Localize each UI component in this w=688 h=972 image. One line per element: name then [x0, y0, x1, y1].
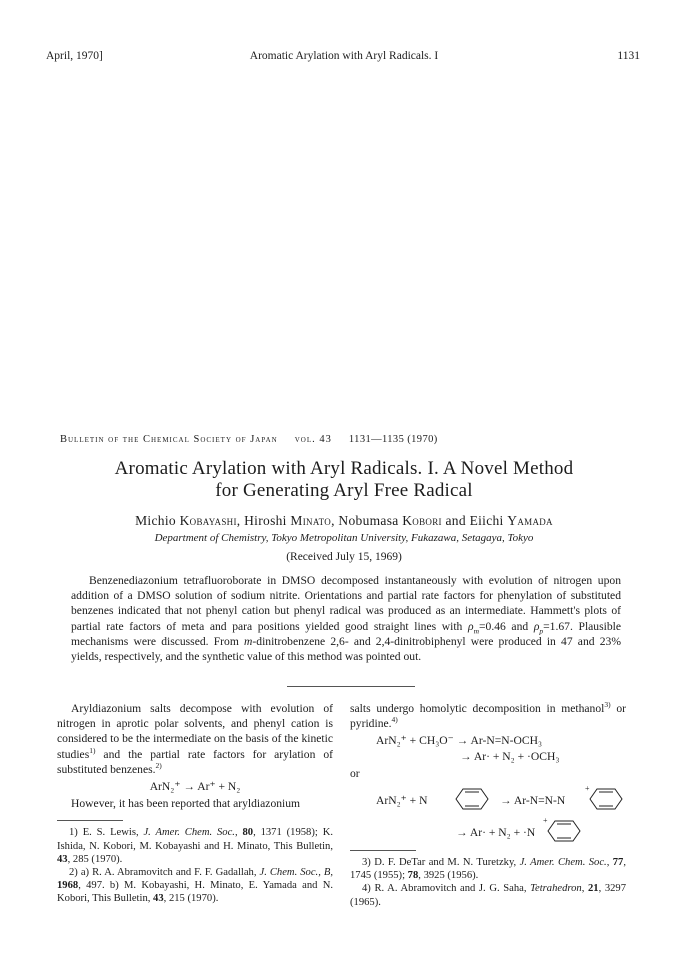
plus-charge: + — [543, 816, 548, 826]
running-header-date: April, 1970] — [46, 50, 103, 62]
abstract-text: Benzenediazonium tetrafluoroborate in DMSO decomposed instantaneously with evolution of nitrogen upon addition of a DMSO solution of sodium nitrite. Orientations and partial rate factors for phenylation of substituted benzenes indicated that not phenyl cation but phenyl radical was produced as an intermediate. Hammett's plots of partial rate factors of meta and para positions yielded good straight lines with — [71, 574, 621, 633]
or-connector: or — [350, 766, 360, 780]
footnote-rule — [57, 820, 123, 821]
section-divider — [287, 686, 415, 687]
footnote-1: 1) E. S. Lewis, J. Amer. Chem. Soc., 80, 1371 (1958); K. Ishida, N. Kobori, M. Kobayashi and H. Minato, This Bulletin, 43, 285 (1970). — [57, 827, 333, 865]
abstract-text: =0.46 and — [478, 619, 534, 633]
title-line-2: for Generating Aryl Free Radical — [215, 480, 473, 501]
rho-subscript: m — [473, 625, 479, 635]
author-last: Kobori — [402, 513, 442, 528]
author-last: Minato — [290, 513, 332, 528]
equation-1: ArN₂⁺ → Ar⁺ + N₂ — [149, 780, 241, 794]
affiliation: Department of Chemistry, Tokyo Metropolitan University, Fukazawa, Setagaya, Tokyo — [154, 532, 534, 544]
citation-ref: 3) — [604, 700, 611, 710]
equation-3 — [350, 784, 626, 814]
citation-ref: 1) — [89, 745, 96, 755]
author-list — [0, 513, 688, 529]
pyridinium-ring-icon — [588, 786, 624, 812]
equation-3-product: → Ar-N=N-N — [500, 794, 566, 808]
equation-3b-products: → Ar· + N₂ + ·N — [456, 826, 536, 840]
article-title — [0, 458, 688, 502]
rho-subscript: p — [539, 625, 544, 635]
author-separator: , — [236, 513, 245, 528]
equation-3-reactants: ArN₂⁺ + N — [376, 794, 428, 808]
journal-volume: vol. 43 — [294, 434, 332, 445]
equation-2b: → Ar· + N₂ + ·OCH₃ — [460, 749, 560, 763]
footnote-rule — [350, 850, 416, 851]
citation-ref: 4) — [391, 715, 398, 725]
body-column-left — [57, 701, 333, 906]
received-date: (Received July 15, 1969) — [286, 551, 402, 563]
pyridine-ring-icon — [454, 786, 490, 812]
abstract — [71, 573, 621, 664]
paragraph: However, it has been reported that aryldiazonium — [71, 797, 301, 811]
title-line-1: Aromatic Arylation with Aryl Radicals. I. A Novel Method — [114, 458, 574, 479]
footnote-2: 2) a) R. A. Abramovitch and F. F. Gadallah, J. Chem. Soc., B, 1968, 497. b) M. Kobayashi, H. Minato, E. Yamada and N. Kobori, This Bulletin, 43, 215 (1970). — [57, 867, 333, 905]
footnotes-right — [350, 856, 626, 909]
rho-symbol: ρ — [533, 619, 540, 633]
plus-charge: + — [585, 784, 590, 794]
paragraph: Aryldiazonium salts decompose with evolution of nitrogen in aprotic polar solvents, and phenyl cation is considered to be the intermediate on the basis of the kinetic studies$^{1)}$ and the partial rate factors for arylation of substituted benzenes.$^{2)}$ — [57, 702, 333, 776]
rho-symbol: ρ — [467, 619, 474, 633]
author-first: Nobumasa — [338, 513, 399, 528]
author-last: Yamada — [507, 513, 553, 528]
running-header-title: Aromatic Arylation with Aryl Radicals. I — [249, 50, 439, 62]
page-number: 1131 — [617, 50, 640, 62]
equation-2a: ArN₂⁺ + CH₃O⁻ → Ar-N=N-OCH₃ — [376, 734, 543, 748]
paragraph: salts undergo homolytic decomposition in methanol$^{3)}$ or pyridine.$^{4)}$ — [350, 700, 627, 731]
author-last: Kobayashi — [179, 513, 237, 528]
citation-ref: 2) — [155, 760, 162, 770]
body-column-right — [350, 701, 626, 909]
abstract-text: =1.67. Plausible mechanisms were discussed. From — [71, 619, 621, 648]
footnote-4: 4) R. A. Abramovitch and J. G. Saha, Tetrahedron, 21, 3297 (1965). — [350, 883, 627, 908]
footnote-3: 3) D. F. DeTar and M. N. Turetzky, J. Amer. Chem. Soc., 77, 1745 (1955); 78, 3925 (1956). — [350, 857, 626, 882]
journal-name: Bulletin of the Chemical Society of Japan — [60, 434, 278, 445]
author-first: Hiroshi — [244, 513, 287, 528]
equation-3b — [350, 816, 626, 846]
author-first: Eiichi — [469, 513, 504, 528]
author-separator: , — [331, 513, 339, 528]
journal-citation-line — [60, 434, 438, 445]
abstract-text: -dinitrobenzene 2,6- and 2,4-dinitrobiphenyl were produced in 47 and 23% yields, respectively, and the synthetic value of this method was pointed out. — [71, 634, 621, 664]
footnotes-left — [57, 826, 333, 905]
author-first: Michio — [135, 513, 176, 528]
meta-prefix: m — [244, 634, 253, 648]
pyridinyl-ring-icon — [546, 818, 582, 844]
author-conjunction: and — [441, 513, 470, 528]
journal-pages: 1131—1135 (1970) — [348, 434, 438, 445]
